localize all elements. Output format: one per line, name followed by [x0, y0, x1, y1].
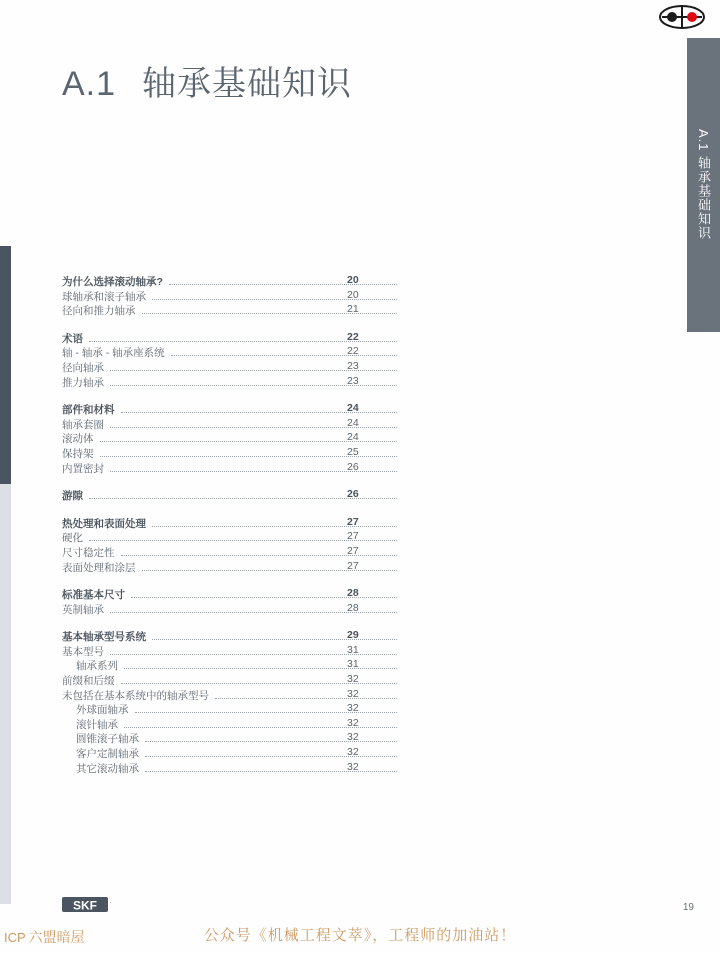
- svg-text:SKF: SKF: [73, 898, 97, 913]
- left-edge-accent-light: [0, 484, 11, 904]
- toc-entry-row[interactable]: [62, 289, 402, 304]
- toc-entry-label: 硬化: [62, 532, 83, 545]
- toc-entry-page: 28: [347, 587, 359, 600]
- toc-entry-page: 24: [347, 431, 359, 444]
- toc-entry-row[interactable]: [62, 461, 402, 476]
- icp-icon: ICP: [4, 929, 26, 945]
- toc-entry-page: 25: [347, 445, 359, 458]
- toc-entry-label: 游隙: [62, 490, 83, 503]
- chapter-side-tab: [687, 38, 720, 332]
- table-of-contents: [62, 274, 402, 788]
- toc-entry-page: 32: [347, 731, 359, 744]
- toc-entry-label: 未包括在基本系统中的轴承型号: [62, 689, 209, 702]
- toc-entry-page: 31: [347, 643, 359, 656]
- page-title-text: 轴承基础知识: [142, 65, 353, 103]
- toc-entry-page: 29: [347, 629, 359, 642]
- toc-entry-label: 推力轴承: [62, 376, 104, 389]
- toc-entry-row[interactable]: [62, 731, 402, 746]
- toc-entry-row[interactable]: [62, 303, 402, 318]
- toc-entry-label: 径向轴承: [62, 361, 104, 374]
- skf-logo-top-icon: [656, 4, 708, 34]
- toc-entry-page: 23: [347, 374, 359, 387]
- toc-group: [62, 516, 402, 574]
- toc-entry-label: 圆锥滚子轴承: [76, 733, 139, 746]
- watermark-left-label: 六盟暗屋: [28, 929, 85, 945]
- toc-entry-page: 32: [347, 746, 359, 759]
- toc-entry-row[interactable]: [62, 688, 402, 703]
- toc-entry-label: 基本型号: [62, 645, 104, 658]
- toc-entry-page: 31: [347, 658, 359, 671]
- toc-group: [62, 587, 402, 616]
- toc-entry-row[interactable]: [62, 658, 402, 673]
- toc-entry-page: 26: [347, 460, 359, 473]
- toc-entry-page: 27: [347, 544, 359, 557]
- toc-leader-dots: [215, 697, 397, 699]
- toc-entry-row[interactable]: [62, 446, 402, 461]
- toc-entry-row[interactable]: [62, 345, 402, 360]
- toc-entry-row[interactable]: [62, 431, 402, 446]
- toc-entry-page: 32: [347, 716, 359, 729]
- toc-entry-label: 英制轴承: [62, 603, 104, 616]
- toc-entry-row[interactable]: [62, 375, 402, 390]
- toc-entry-label: 基本轴承型号系统: [62, 631, 146, 644]
- toc-entry-page: 24: [347, 402, 359, 415]
- toc-entry-page: 32: [347, 760, 359, 773]
- toc-section-row[interactable]: [62, 587, 402, 602]
- toc-section-row[interactable]: [62, 629, 402, 644]
- toc-entry-row[interactable]: [62, 530, 402, 545]
- skf-logo-bottom-icon: [62, 895, 114, 917]
- svg-text:.: .: [110, 899, 112, 905]
- toc-entry-label: 滚动体: [62, 433, 94, 446]
- toc-entry-label: 滚针轴承: [76, 718, 118, 731]
- left-edge-accent-dark: [0, 246, 11, 484]
- watermark-center: 公众号《机械工程文萃》，工程师的加油站！: [203, 927, 517, 944]
- toc-entry-row[interactable]: [62, 360, 402, 375]
- toc-entry-page: 27: [347, 559, 359, 572]
- toc-entry-row[interactable]: [62, 673, 402, 688]
- toc-entry-label: 球轴承和滚子轴承: [62, 290, 146, 303]
- toc-group: [62, 274, 402, 318]
- toc-entry-page: 20: [347, 288, 359, 301]
- chapter-side-tab-label: A.1 轴承基础知识: [696, 129, 711, 241]
- toc-entry-page: 32: [347, 702, 359, 715]
- toc-entry-label: 为什么选择滚动轴承?: [62, 276, 163, 288]
- toc-entry-page: 27: [347, 515, 359, 528]
- toc-entry-page: 23: [347, 359, 359, 372]
- toc-entry-row[interactable]: [62, 746, 402, 761]
- toc-entry-label: 内置密封: [62, 462, 104, 475]
- watermark-left: [4, 927, 85, 947]
- toc-entry-page: 24: [347, 416, 359, 429]
- page-number: 19: [682, 902, 694, 913]
- toc-entry-row[interactable]: [62, 602, 402, 617]
- toc-entry-page: 21: [347, 303, 359, 316]
- toc-group: [62, 488, 402, 503]
- toc-entry-label: 轴 - 轴承 - 轴承座系统: [62, 347, 165, 360]
- toc-section-row[interactable]: [62, 516, 402, 531]
- toc-entry-label: 标准基本尺寸: [62, 589, 125, 602]
- toc-entry-page: 22: [347, 330, 359, 343]
- toc-entry-page: 20: [347, 274, 359, 286]
- toc-entry-label: 保持架: [62, 447, 94, 460]
- toc-entry-row[interactable]: [62, 717, 402, 732]
- toc-entry-label: 其它滚动轴承: [76, 762, 139, 775]
- toc-entry-row[interactable]: [62, 761, 402, 776]
- toc-entry-row[interactable]: [62, 702, 402, 717]
- toc-entry-label: 热处理和表面处理: [62, 517, 146, 530]
- toc-section-row[interactable]: [62, 488, 402, 503]
- page-title: [62, 56, 352, 105]
- toc-entry-label: 前缀和后缀: [62, 675, 115, 688]
- toc-entry-row[interactable]: [62, 644, 402, 659]
- toc-entry-page: 26: [347, 488, 359, 501]
- toc-entry-label: 径向和推力轴承: [62, 305, 136, 318]
- toc-entry-label: 轴承套圈: [62, 418, 104, 431]
- toc-group: [62, 402, 402, 475]
- toc-entry-label: 外球面轴承: [76, 704, 129, 717]
- toc-entry-label: 客户定制轴承: [76, 748, 139, 761]
- toc-section-row[interactable]: [62, 402, 402, 417]
- toc-entry-row[interactable]: [62, 560, 402, 575]
- toc-entry-page: 27: [347, 530, 359, 543]
- toc-entry-label: 尺寸稳定性: [62, 546, 115, 559]
- toc-entry-label: 轴承系列: [76, 660, 118, 673]
- toc-entry-label: 部件和材料: [62, 404, 115, 417]
- toc-group: [62, 331, 402, 389]
- toc-entry-label: 表面处理和涂层: [62, 561, 136, 574]
- toc-entry-page: 32: [347, 687, 359, 700]
- toc-entry-label: 术语: [62, 332, 83, 345]
- toc-entry-row[interactable]: [62, 417, 402, 432]
- toc-entry-page: 32: [347, 673, 359, 686]
- toc-entry-row[interactable]: [62, 545, 402, 560]
- toc-entry-page: 22: [347, 345, 359, 358]
- toc-entry-page: 28: [347, 601, 359, 614]
- toc-section-row[interactable]: [62, 331, 402, 346]
- page-title-number: A.1: [62, 65, 117, 103]
- toc-group: [62, 629, 402, 775]
- toc-section-row[interactable]: [62, 274, 402, 289]
